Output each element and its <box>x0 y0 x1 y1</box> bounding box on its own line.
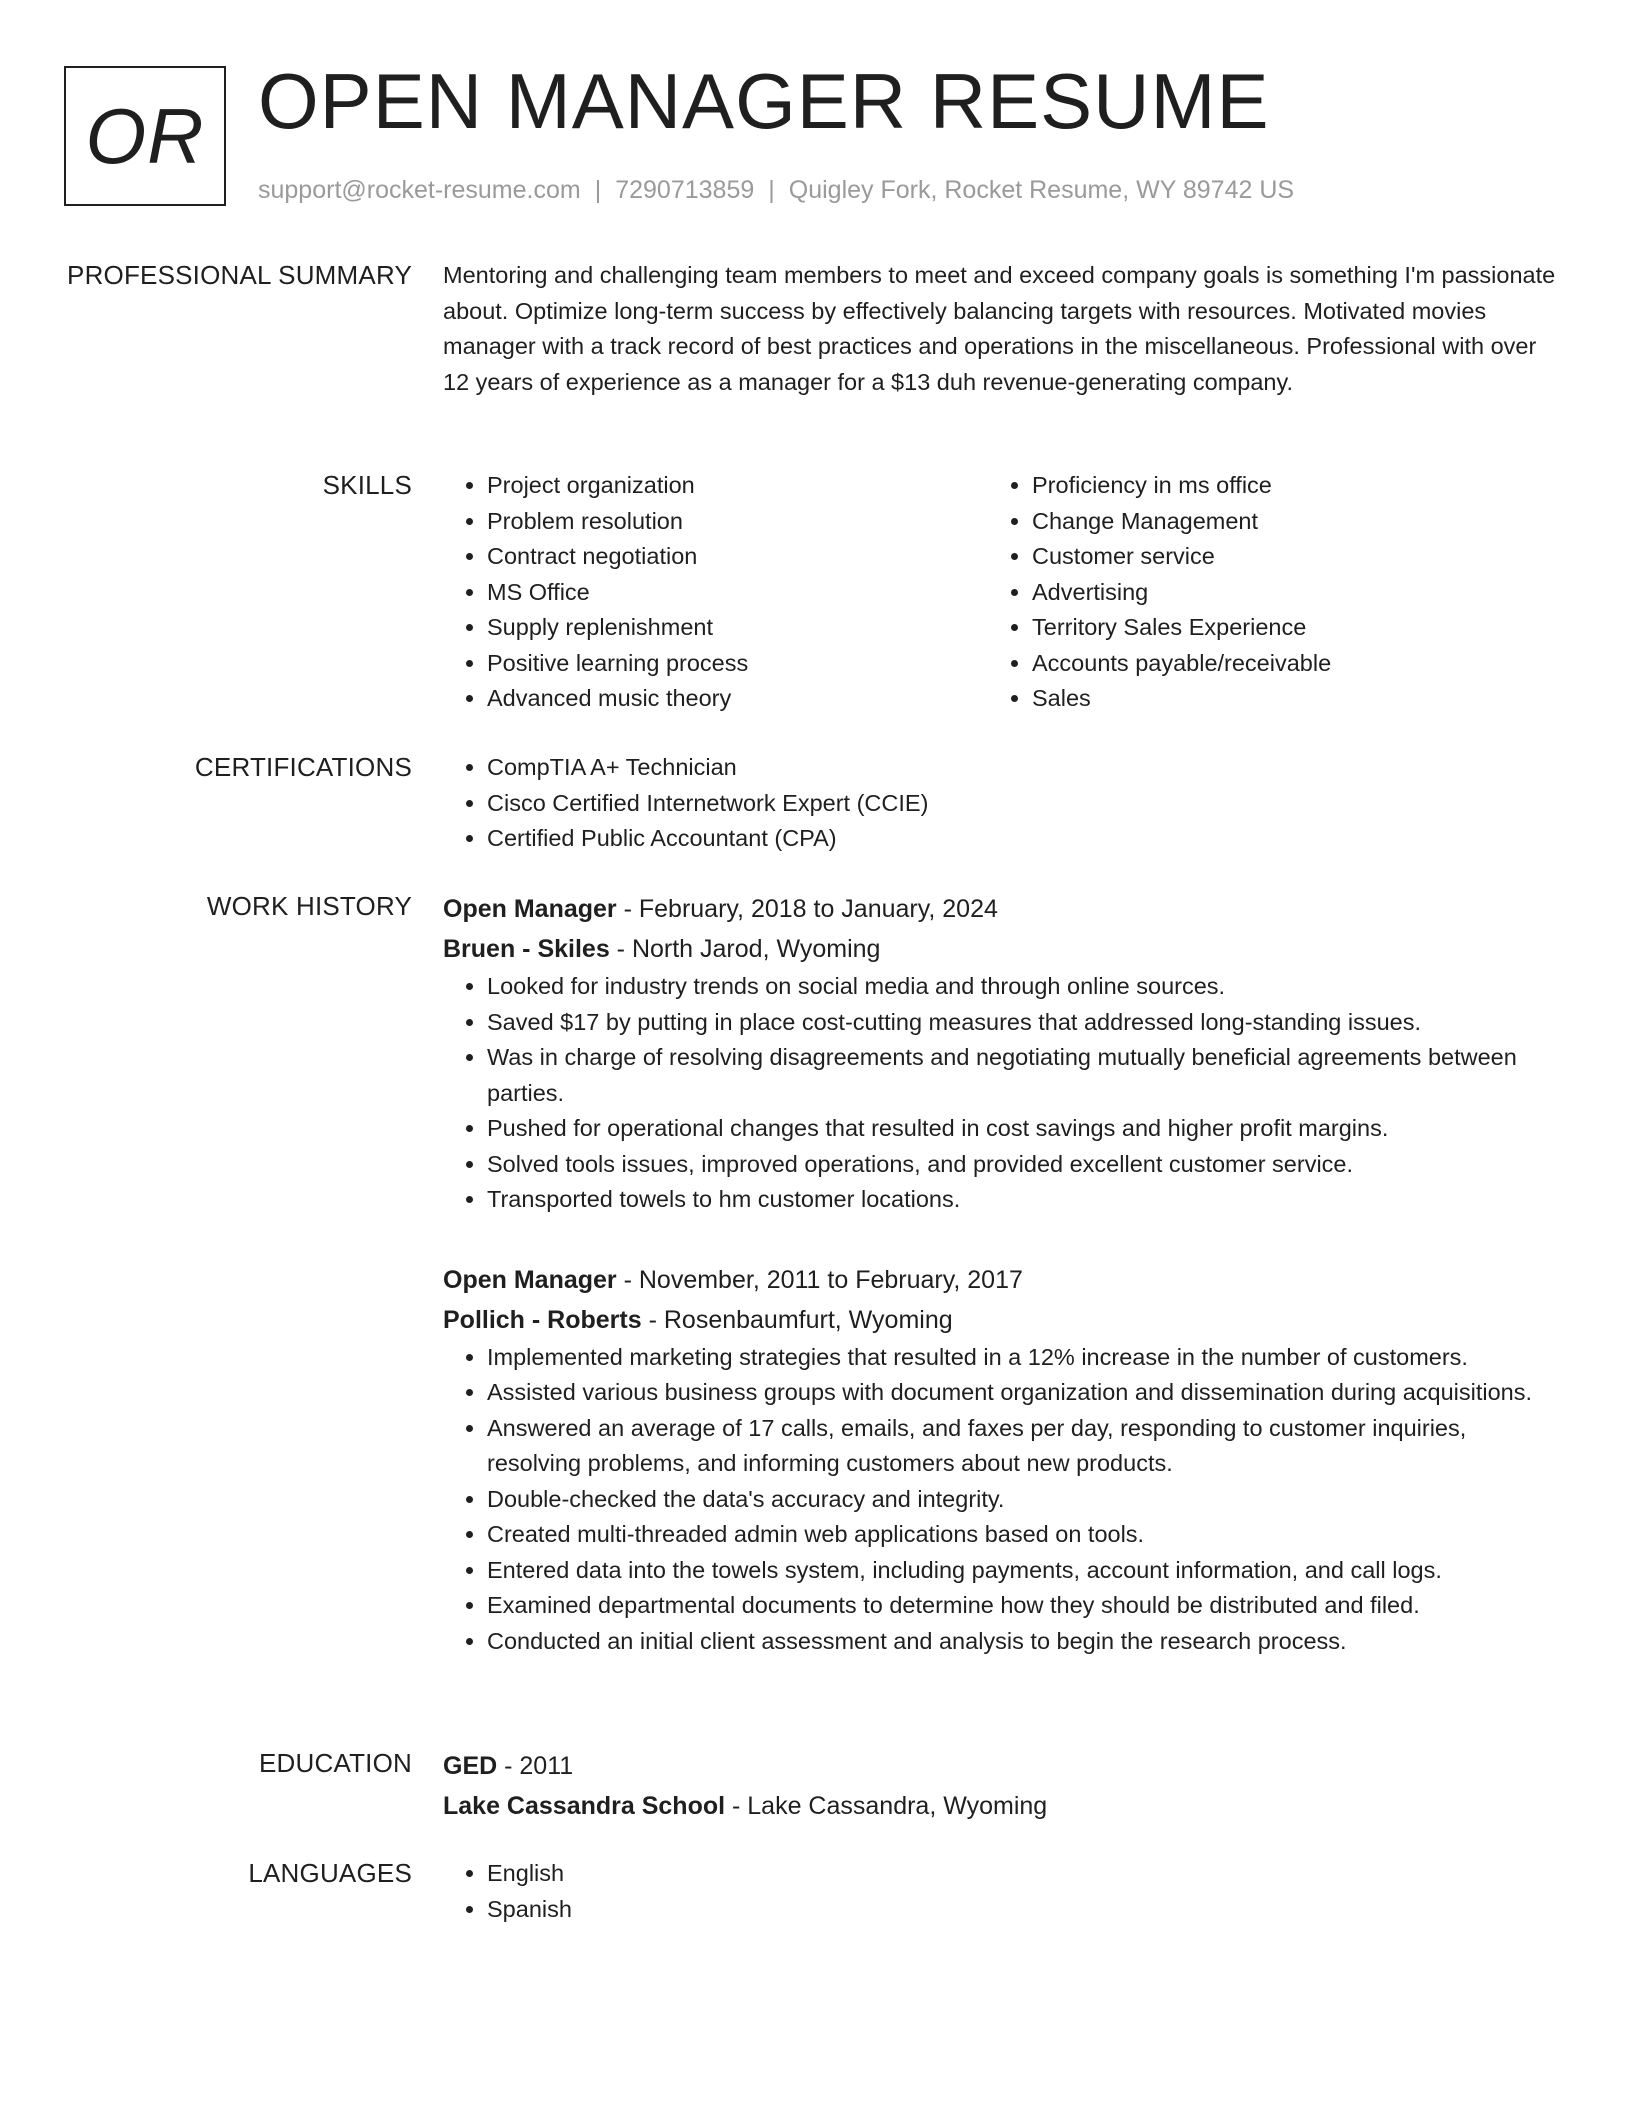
job-entry <box>443 1260 1563 1660</box>
job-entry <box>443 889 1563 1218</box>
certification-item: • CompTIA A+ Technician <box>487 750 1563 786</box>
skill-item: • Proficiency in ms office <box>1032 468 1533 504</box>
job-company-line <box>443 1300 1563 1340</box>
job-bullets <box>443 1340 1563 1660</box>
education-degree-line <box>443 1746 1563 1786</box>
education-school-line <box>443 1786 1563 1826</box>
skill-item: • Sales <box>1032 681 1533 717</box>
job-dates: - November, 2011 to February, 2017 <box>616 1265 1023 1294</box>
skills-columns <box>443 468 1563 717</box>
skill-item: • Problem resolution <box>487 504 988 540</box>
resume-title: OPEN MANAGER RESUME <box>258 57 1270 145</box>
work-body <box>443 889 1563 1659</box>
skill-item: • Territory Sales Experience <box>1032 610 1533 646</box>
summary-text: Mentoring and challenging team members to meet and exceed company goals is something I'm passionate about. Optimize long-term success by effectively balancing targets with resources. Motivated movies manager with a track record of best practices and operations in the miscellaneous. Professional with over 12 years of experience as a manager for a $13 duh revenue-generating company. <box>443 262 1556 395</box>
skills-column-right <box>988 468 1533 717</box>
job-bullet: • Answered an average of 17 calls, emails, and faxes per day, responding to customer inquiries, resolving problems, and informing customers about new products. <box>487 1411 1563 1482</box>
job-bullet: • Saved $17 by putting in place cost-cutting measures that addressed long-standing issues. <box>487 1005 1563 1041</box>
certifications-list <box>443 750 1563 857</box>
skill-item: • Project organization <box>487 468 988 504</box>
summary-body <box>443 258 1563 400</box>
job-bullets <box>443 969 1563 1218</box>
languages-body <box>443 1856 1563 1927</box>
job-bullet: • Transported towels to hm customer locations. <box>487 1182 1563 1218</box>
job-bullet: • Entered data into the towels system, including payments, account information, and call logs. <box>487 1553 1563 1589</box>
skills-list-left <box>443 468 988 717</box>
skill-item: • Advanced music theory <box>487 681 988 717</box>
job-company: Bruen - Skiles <box>443 935 610 963</box>
education-location: - Lake Cassandra, Wyoming <box>725 1792 1048 1820</box>
section-label-skills: SKILLS <box>322 470 412 500</box>
job-bullet: • Conducted an initial client assessment and analysis to begin the research process. <box>487 1624 1563 1660</box>
job-title-line <box>443 1260 1563 1300</box>
certification-item: • Cisco Certified Internetwork Expert (CCIE) <box>487 786 1563 822</box>
section-label-certifications: CERTIFICATIONS <box>194 752 412 782</box>
section-label-education: EDUCATION <box>259 1748 412 1778</box>
job-bullet: • Solved tools issues, improved operations, and provided excellent customer service. <box>487 1147 1563 1183</box>
skill-item: • MS Office <box>487 575 988 611</box>
contact-line <box>258 174 1294 206</box>
skills-body <box>443 468 1563 717</box>
skill-item: • Supply replenishment <box>487 610 988 646</box>
skills-list-right <box>988 468 1533 717</box>
education-body <box>443 1746 1563 1826</box>
job-company: Pollich - Roberts <box>443 1305 642 1334</box>
contact-address: Quigley Fork, Rocket Resume, WY 89742 US <box>788 176 1295 204</box>
languages-list <box>443 1856 1563 1927</box>
skill-item: • Accounts payable/receivable <box>1032 646 1533 682</box>
job-bullet: • Examined departmental documents to determine how they should be distributed and filed. <box>487 1588 1563 1624</box>
language-item: • English <box>487 1856 1563 1892</box>
education-degree: GED <box>443 1752 498 1780</box>
job-title: Open Manager <box>443 1265 617 1294</box>
job-location: - North Jarod, Wyoming <box>609 935 881 963</box>
skill-item: • Customer service <box>1032 539 1533 575</box>
education-year: - 2011 <box>497 1752 574 1780</box>
section-label-summary: PROFESSIONAL SUMMARY <box>67 260 412 290</box>
monogram-initials: OR <box>85 91 205 180</box>
job-title-line <box>443 889 1563 929</box>
contact-separator: | <box>594 176 602 204</box>
contact-separator: | <box>768 176 775 204</box>
certifications-body <box>443 750 1563 857</box>
monogram-box <box>64 66 226 206</box>
job-bullet: • Was in charge of resolving disagreements and negotiating mutually beneficial agreements between parties. <box>487 1040 1563 1111</box>
job-bullet: • Looked for industry trends on social media and through online sources. <box>487 969 1563 1005</box>
skill-item: • Positive learning process <box>487 646 988 682</box>
section-label-languages: LANGUAGES <box>248 1858 412 1888</box>
job-title: Open Manager <box>443 895 617 923</box>
section-label-work: WORK HISTORY <box>206 891 412 921</box>
contact-phone[interactable]: 7290713859 <box>615 176 755 204</box>
certification-item: • Certified Public Accountant (CPA) <box>487 821 1563 857</box>
job-bullet: • Implemented marketing strategies that resulted in a 12% increase in the number of customers. <box>487 1340 1563 1376</box>
job-bullet: • Assisted various business groups with document organization and dissemination during acquisitions. <box>487 1375 1563 1411</box>
skills-column-left <box>443 468 988 717</box>
job-bullet: • Double-checked the data's accuracy and integrity. <box>487 1482 1563 1518</box>
job-bullet: • Created multi-threaded admin web applications based on tools. <box>487 1517 1563 1553</box>
skill-item: • Advertising <box>1032 575 1533 611</box>
job-company-line <box>443 929 1563 969</box>
language-item: • Spanish <box>487 1892 1563 1928</box>
job-dates: - February, 2018 to January, 2024 <box>616 895 998 923</box>
job-bullet: • Pushed for operational changes that resulted in cost savings and higher profit margins. <box>487 1111 1563 1147</box>
skill-item: • Change Management <box>1032 504 1533 540</box>
education-school: Lake Cassandra School <box>443 1792 726 1820</box>
job-location: - Rosenbaumfurt, Wyoming <box>641 1305 953 1334</box>
contact-email[interactable]: support@rocket-resume.com <box>258 176 581 204</box>
skill-item: • Contract negotiation <box>487 539 988 575</box>
